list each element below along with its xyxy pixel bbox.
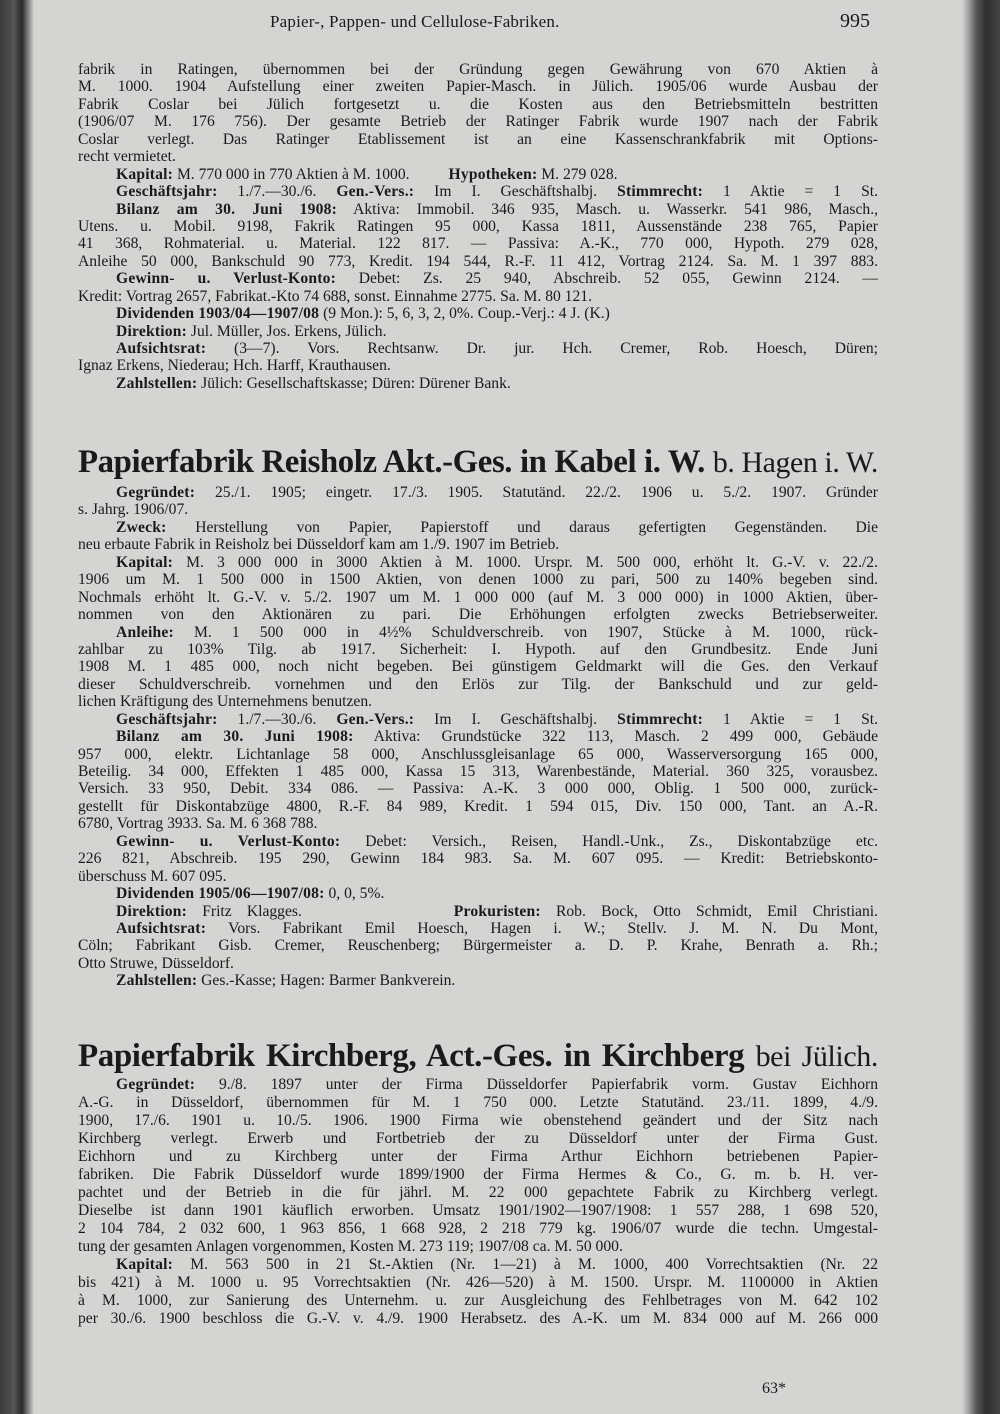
text-line <box>78 375 878 392</box>
text-line <box>78 885 878 902</box>
field-label: Bilanz am 30. Juni 1908: <box>116 728 354 746</box>
field-text: Coslar verlegt. Das Ratinger Etablissement ist an eine Kassenschrankfabrik mit Options- <box>78 130 878 148</box>
field-text: bis 421) à M. 1000 u. 95 Vorrechtsaktien (Nr. 426—520) à M. 1500. Urspr. M. 1100000 in Aktien <box>78 1274 878 1291</box>
field-text: Aktiva: Immobil. 346 935, Masch. u. Wasserkr. 541 986, Masch., <box>337 200 878 218</box>
field-text: 1 Aktie = 1 St. <box>703 710 878 728</box>
company-heading-reisholz <box>78 446 878 478</box>
text-line <box>78 183 878 200</box>
field-label: Zahlstellen: <box>116 972 198 990</box>
field-text: neu erbaute Fabrik in Reisholz bei Düsseldorf kam am 1./9. 1907 im Betrieb. <box>78 536 560 554</box>
field-text: Aktiva: Grundstücke 322 113, Masch. 2 499 000, Gebäude <box>353 728 878 746</box>
field-text: fabrik in Ratingen, übernommen bei der Gründung gegen Gewährung von 670 Aktien à <box>78 61 878 78</box>
field-text: (1906/07 M. 176 756). Der gesamte Betrieb der Ratinger Fabrik wurde 1907 nach der Fabrik <box>78 113 878 131</box>
field-text: 1900, 17./6. 1901 u. 10./5. 1906. 1900 Firma wie obenstehend geändert und der Sitz nach <box>78 1112 878 1129</box>
text-line <box>78 484 878 501</box>
field-text: nommen von den Aktionären zu pari. Die Erhöhungen erfolgten zwecks Betriebserweiter. <box>78 606 878 624</box>
field-text: fabriken. Die Fabrik Düsseldorf wurde 1899/1900 der Firma Hermes & Co., G. m. b. H. ver- <box>78 1166 878 1183</box>
field-text: Fritz Klagges. <box>187 902 454 920</box>
field-text: Vors. Fabrikant Emil Hoesch, Hagen i. W.; Stellv. J. M. N. Du Mont, <box>206 919 878 937</box>
heading-tail: b. Hagen i. W. <box>712 446 878 479</box>
text-line <box>78 1148 878 1166</box>
section-kirchberg <box>78 1076 878 1328</box>
scan-left-edge <box>0 0 34 1414</box>
section-continued-entry <box>78 61 878 392</box>
field-label: Geschäftsjahr: <box>116 710 218 728</box>
field-text: Beteilig. 34 000, Effekten 1 485 000, Kassa 15 313, Warenbestände, Material. 360 325, vorausbez. <box>78 763 878 780</box>
heading-tail: bei Jülich. <box>755 1040 878 1073</box>
text-line <box>78 1094 878 1112</box>
text-line <box>78 937 878 954</box>
section-reisholz <box>78 484 878 990</box>
field-text: lichen Kräftigung des Unternehmens benutzen. <box>78 693 373 711</box>
text-line <box>78 1274 878 1292</box>
field-text: Anleihe 50 000, Bankschuld 90 773, Kredit. 194 544, R.-F. 11 412, Vortrag 2124. Sa. M. 1 397 883. <box>78 252 878 270</box>
text-line <box>78 1184 878 1202</box>
field-text: tung der gesamten Anlagen vorgenommen, Kosten M. 273 119; 1907/08 ca. M. 50 000. <box>78 1238 623 1255</box>
text-line <box>78 920 878 937</box>
field-text: 1 Aktie = 1 St. <box>703 183 878 201</box>
field-label: Gen.-Vers.: <box>336 183 415 201</box>
text-line <box>78 148 878 165</box>
text-line <box>78 728 878 745</box>
field-text: M. 1000. 1904 Aufstellung einer zweiten Papier-Masch. in Jülich. 1905/06 wurde Ausbau der <box>78 78 878 96</box>
text-line <box>78 693 878 710</box>
company-heading-kirchberg <box>78 1040 878 1072</box>
signature-mark: 63* <box>762 1380 786 1397</box>
text-line <box>78 711 878 728</box>
text-line <box>78 798 878 815</box>
field-label: Hypotheken: <box>448 165 538 183</box>
field-text: per 30./6. 1900 beschloss die G.-V. v. 4./9. 1900 Herabsetz. des A.-K. um M. 834 000 auf M. 266 000 <box>78 1310 878 1327</box>
text-line <box>78 1238 878 1256</box>
text-line <box>78 270 878 287</box>
text-line <box>78 1256 878 1274</box>
field-text: zahlbar zu 103% Tilg. ab 1917. Sicherheit: I. Hypoth. auf den Grundbesitz. Ende Juni <box>78 640 878 658</box>
field-text: 6780, Vortrag 3933. Sa. M. 6 368 788. <box>78 815 318 833</box>
field-label: Anleihe: <box>116 623 174 641</box>
text-line <box>78 357 878 374</box>
heading-main: Papierfabrik Reisholz Akt.-Ges. in Kabel i. W. <box>78 444 705 480</box>
field-text: M. 1 500 000 in 4½% Schuldverschreib. von 1907, Stücke à M. 1000, rück- <box>173 623 878 641</box>
text-line <box>78 340 878 357</box>
field-text: M. 563 500 in 21 St.-Aktien (Nr. 1—21) à M. 1000, 400 Vorrechtsaktien (Nr. 22 <box>173 1256 878 1273</box>
field-label: Prokuristen: <box>453 902 541 920</box>
field-text: Otto Struwe, Düsseldorf. <box>78 954 234 972</box>
field-text: Versich. 33 950, Debit. 334 086. — Passiva: A.-K. 3 000 000, Oblig. 1 500 000, zurück- <box>78 780 878 798</box>
field-label: Gegründet: <box>116 484 196 501</box>
running-head: Papier-, Pappen- und Cellulose-Fabriken. <box>270 12 560 31</box>
field-text: überschuss M. 607 095. <box>78 867 227 885</box>
field-label: Gewinn- u. Verlust-Konto: <box>116 270 336 288</box>
text-line <box>78 815 878 832</box>
field-text: Debet: Zs. 25 940, Abschreib. 52 055, Gewinn 2124. — <box>336 270 879 288</box>
field-text: Nochmals erhöht lt. G.-V. v. 5./2. 1907 um M. 1 000 000 (auf M. 3 000 000) in 1000 Aktien, über- <box>78 588 878 606</box>
field-label: Gegründet: <box>116 1076 196 1093</box>
field-text: recht vermietet. <box>78 148 176 166</box>
field-text: Utens. u. Mobil. 9198, Fakrik Ratingen 95 000, Kassa 1811, Aussenstände 238 765, Papier <box>78 217 878 235</box>
field-text: Eichhorn und zu Kirchberg unter der Firma Arthur Eichhorn betriebenen Papier- <box>78 1148 878 1165</box>
text-line <box>78 61 878 78</box>
text-line <box>78 833 878 850</box>
field-label: Geschäftsjahr: <box>116 183 218 201</box>
text-line <box>78 746 878 763</box>
field-text: 226 821, Abschreib. 195 290, Gewinn 184 983. Sa. M. 607 095. — Kredit: Betriebskonto- <box>78 850 878 868</box>
field-text: 1908 M. 1 485 000, noch nicht begeben. Bei günstigem Geldmarkt will die Ges. den Verkauf <box>78 658 878 676</box>
scan-right-edge <box>962 0 1000 1414</box>
text-line <box>78 1202 878 1220</box>
field-text: A.-G. in Düsseldorf, übernommen für M. 1 750 000. Letzte Statutänd. 23./11. 1899, 4./9. <box>78 1094 878 1111</box>
field-text: pachtet und der Betrieb in die für jährl. M. 22 000 gepachtete Fabrik zu Kirchberg verlegt. <box>78 1184 878 1201</box>
text-line <box>78 554 878 571</box>
text-line <box>78 955 878 972</box>
field-label: Kapital: <box>116 1256 174 1273</box>
text-line <box>78 1220 878 1238</box>
text-line <box>78 288 878 305</box>
text-line <box>78 1292 878 1310</box>
field-text: (3—7). Vors. Rechtsanw. Dr. jur. Hch. Cremer, Rob. Hoesch, Düren; <box>206 340 878 357</box>
field-text: Cöln; Fabrikant Gisb. Cremer, Reuschenberg; Bürgermeister a. D. P. Krahe, Benrath a. Rh.; <box>78 937 878 955</box>
field-text: 2 104 784, 2 032 600, 1 963 856, 1 668 928, 2 218 779 kg. 1906/07 wurde die techn. Umgestal- <box>78 1220 878 1237</box>
text-line <box>78 589 878 606</box>
field-text: Im I. Geschäftshalbj. <box>414 183 618 201</box>
text-line <box>78 1166 878 1184</box>
field-label: Stimmrecht: <box>617 710 704 728</box>
field-label: Gewinn- u. Verlust-Konto: <box>116 832 341 850</box>
text-line <box>78 1310 878 1328</box>
field-label: Stimmrecht: <box>617 183 704 201</box>
text-line <box>78 96 878 113</box>
field-text: Rob. Bock, Otto Schmidt, Emil Christiani. <box>540 902 878 920</box>
field-text: 41 368, Rohmaterial. u. Material. 122 817. — Passiva: A.-K., 770 000, Hypoth. 279 028, <box>78 235 878 253</box>
field-label: Kapital: <box>116 553 174 571</box>
field-text: (9 Mon.): 5, 6, 3, 2, 0%. Coup.-Verj.: 4 J. (K.) <box>319 305 610 323</box>
field-label: Aufsichtsrat: <box>116 919 207 937</box>
text-line <box>78 166 878 183</box>
field-text: Ignaz Erkens, Niederau; Hch. Harff, Krauthausen. <box>78 357 391 375</box>
field-text: 0, 0, 5%. <box>324 885 385 903</box>
field-text: 1906 um M. 1 500 000 in 1500 Aktien, von denen 1000 zu pari, 500 zu 140% begeben sind. <box>78 571 878 589</box>
field-text: 9./8. 1897 unter der Firma Düsseldorfer Papierfabrik vorm. Gustav Eichhorn <box>195 1076 878 1093</box>
field-text: Dieselbe ist dann 1901 käuflich erworben. Umsatz 1901/1902—1907/1908: 1 557 288, 1 698 520, <box>78 1202 878 1219</box>
text-line <box>78 1112 878 1130</box>
field-label: Direktion: <box>116 322 188 340</box>
field-text: à M. 1000, zur Sanierung des Unternehm. u. zur Ausgleichung des Fehlbetrages von M. 642 102 <box>78 1292 878 1309</box>
field-text: 1./7.—30./6. <box>217 710 337 728</box>
text-line <box>78 780 878 797</box>
field-text: gestellt für Diskontabzüge 4800, R.-F. 84 989, Kredit. 1 594 015, Div. 150 000, Tant. an A.-R. <box>78 797 878 815</box>
text-line <box>78 519 878 536</box>
field-label: Zweck: <box>116 518 167 536</box>
field-text: M. 3 000 000 in 3000 Aktien à M. 1000. Urspr. M. 500 000, erhöht lt. G.-V. v. 22./2. <box>173 553 878 571</box>
text-line <box>78 113 878 130</box>
field-text: s. Jahrg. 1906/07. <box>78 501 189 519</box>
page-number: 995 <box>840 10 870 32</box>
text-line <box>78 606 878 623</box>
text-line <box>78 323 878 340</box>
text-line <box>78 253 878 270</box>
field-label: Direktion: <box>116 902 188 920</box>
field-label: Kapital: <box>116 165 174 183</box>
field-label: Aufsichtsrat: <box>116 340 207 357</box>
text-line <box>78 305 878 322</box>
text-line <box>78 658 878 675</box>
text-line <box>78 763 878 780</box>
text-line <box>78 903 878 920</box>
text-line <box>78 676 878 693</box>
text-line <box>78 1076 878 1094</box>
text-line <box>78 624 878 641</box>
heading-main: Papierfabrik Kirchberg, Act.-Ges. in Kirchberg <box>78 1038 745 1074</box>
field-text: Ges.-Kasse; Hagen: Barmer Bankverein. <box>197 972 456 990</box>
field-label: Zahlstellen: <box>116 374 198 392</box>
field-text: Kredit: Vortrag 2657, Fabrikat.-Kto 74 688, sonst. Einnahme 2775. Sa. M. 80 121. <box>78 287 592 305</box>
field-text: 957 000, elektr. Lichtanlage 58 000, Anschlussgleisanlage 65 000, Wasserversorgung 165 000, <box>78 745 878 763</box>
field-text: Im I. Geschäftshalbj. <box>414 710 618 728</box>
field-text: Jul. Müller, Jos. Erkens, Jülich. <box>187 322 387 340</box>
text-line <box>78 850 878 867</box>
field-text: M. 770 000 in 770 Aktien à M. 1000. <box>173 165 449 183</box>
field-text: 1./7.—30./6. <box>217 183 337 201</box>
text-line <box>78 218 878 235</box>
field-label: Dividenden 1905/06—1907/08: <box>116 885 325 903</box>
text-line <box>78 501 878 518</box>
field-text: Kirchberg verlegt. Erwerb und Fortbetrieb der zu Düsseldorf unter der Firma Gust. <box>78 1130 878 1147</box>
field-text: Herstellung von Papier, Papierstoff und daraus gefertigten Gegenständen. Die <box>166 518 878 536</box>
text-line <box>78 1130 878 1148</box>
text-line <box>78 235 878 252</box>
field-text: M. 279 028. <box>537 165 618 183</box>
text-line <box>78 131 878 148</box>
field-text: Debet: Versich., Reisen, Handl.-Unk., Zs., Diskontabzüge etc. <box>340 832 878 850</box>
text-line <box>78 536 878 553</box>
text-line <box>78 972 878 989</box>
text-line <box>78 571 878 588</box>
field-label: Dividenden 1903/04—1907/08 <box>116 305 320 323</box>
field-text: Fabrik Coslar bei Jülich fortgesetzt u. die Kosten aus den Betriebsmitteln bestritten <box>78 95 878 113</box>
text-line <box>78 868 878 885</box>
field-label: Bilanz am 30. Juni 1908: <box>116 200 338 218</box>
field-text: dieser Schuldverschreib. vornehmen und den Erlös zur Tilg. der Bankschuld und zur geld- <box>78 675 878 693</box>
text-line <box>78 78 878 95</box>
field-label: Gen.-Vers.: <box>336 710 415 728</box>
text-line <box>78 201 878 218</box>
text-line <box>78 641 878 658</box>
field-text: 25./1. 1905; eingetr. 17./3. 1905. Statutänd. 22./2. 1906 u. 5./2. 1907. Gründer <box>195 484 878 501</box>
field-text: Jülich: Gesellschaftskasse; Düren: Dürener Bank. <box>197 374 511 392</box>
